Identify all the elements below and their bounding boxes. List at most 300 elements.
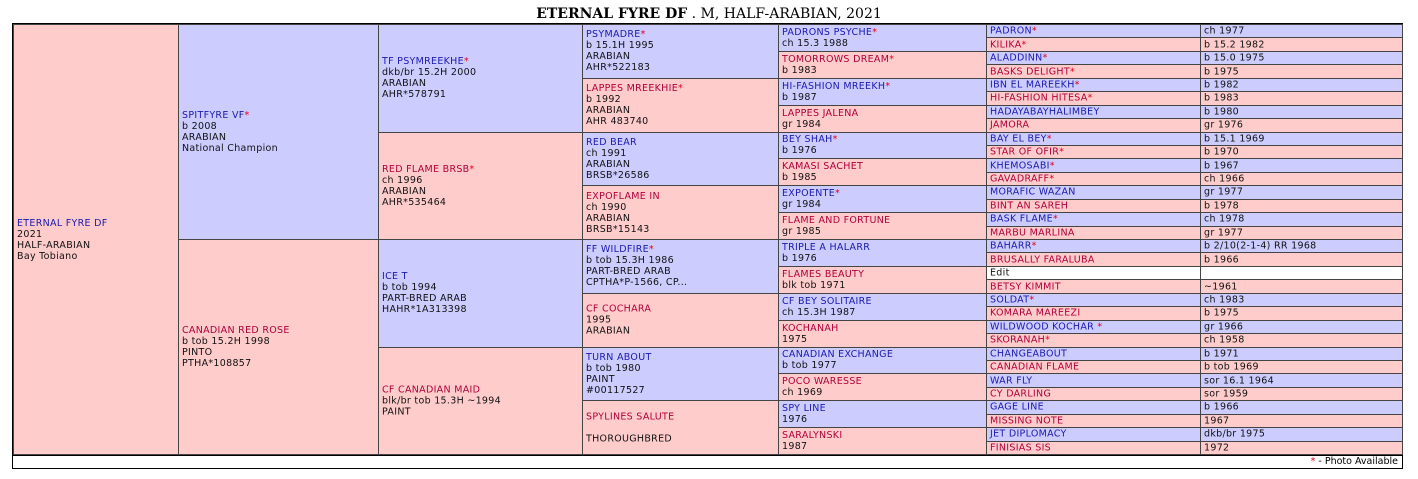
- horse-name-link[interactable]: GAVADRAFF*: [990, 173, 1055, 185]
- pedigree-cell-gen4: [582, 78, 779, 133]
- photo-star-icon: *: [1031, 25, 1037, 37]
- horse-summary: . M, HALF-ARABIAN, 2021: [687, 6, 882, 22]
- photo-star-icon: *: [1069, 66, 1076, 78]
- photo-legend: * - Photo Available: [1310, 456, 1398, 467]
- horse-entry: [990, 227, 1198, 238]
- horse-detail-line: ARABIAN: [586, 212, 631, 224]
- horse-detail-line: ARABIAN: [382, 78, 427, 90]
- horse-name-link[interactable]: POCO WARESSE: [782, 376, 862, 388]
- horse-detail-line: Bay Tobiano: [17, 250, 78, 262]
- pedigree-detail-cell: [1200, 293, 1403, 307]
- horse-detail-line: ch 15.3H 1987: [782, 306, 856, 318]
- horse-name-link[interactable]: HI-FASHION MREEKH*: [782, 80, 891, 92]
- horse-name-link[interactable]: BETSY KIMMIT: [990, 281, 1061, 293]
- horse-entry: [990, 402, 1198, 413]
- photo-star-icon: *: [832, 134, 838, 146]
- pedigree-detail-cell: [1200, 172, 1403, 186]
- pedigree-cell-gen4: [582, 293, 779, 348]
- horse-entry: [990, 39, 1198, 50]
- pedigree-detail-cell: [1200, 91, 1403, 105]
- horse-detail-line: b tob 1980: [586, 362, 641, 374]
- horse-detail-line: ch 1969: [782, 387, 823, 399]
- pedigree-cell-gen5: [778, 132, 987, 160]
- pedigree-cell-gen6: [986, 78, 1201, 92]
- horse-detail-line: ch 1996: [382, 174, 423, 186]
- horse-entry: [990, 106, 1198, 117]
- pedigree-detail-cell: [1200, 373, 1403, 387]
- pedigree-cell-gen6: [986, 252, 1201, 266]
- horse-detail-line: b tob 15.2H 1998: [182, 336, 270, 347]
- pedigree-detail-cell: [1200, 427, 1403, 441]
- horse-entry: [782, 134, 984, 156]
- horse-detail-line: b 1983: [1204, 92, 1240, 104]
- pedigree-cell-gen4: [582, 400, 779, 455]
- horse-detail-line: 1976: [782, 414, 808, 426]
- photo-star-icon: *: [1049, 160, 1055, 172]
- pedigree-cell-gen3: [378, 239, 583, 348]
- pedigree-detail-cell: [1200, 105, 1403, 119]
- horse-detail-line: AHR*522183: [586, 62, 651, 74]
- photo-star-icon: *: [1046, 133, 1052, 145]
- pedigree-cell-gen6: [986, 266, 1201, 280]
- horse-name-link[interactable]: CANADIAN FLAME: [990, 361, 1080, 373]
- horse-entry: [990, 93, 1198, 104]
- horse-detail-line: b 1966: [1204, 254, 1240, 266]
- pedigree-cell-gen6: [986, 64, 1201, 78]
- horse-entry: [990, 120, 1198, 131]
- horse-detail-line: 1987: [782, 441, 808, 453]
- photo-star-icon: *: [244, 110, 250, 121]
- horse-detail-line: b 2008: [182, 121, 218, 132]
- horse-detail-line: National Champion: [182, 143, 278, 154]
- photo-star-icon: *: [678, 83, 684, 95]
- horse-detail-line: HAHR*1A313398: [382, 304, 467, 316]
- pedigree-cell-gen6: [986, 51, 1201, 65]
- photo-star-icon: *: [1310, 456, 1316, 467]
- horse-detail-line: ch 1991: [586, 147, 627, 159]
- photo-star-icon: *: [463, 56, 469, 68]
- horse-detail-line: #00117527: [586, 384, 646, 396]
- horse-entry: [782, 54, 984, 76]
- horse-name-link[interactable]: KOMARA MAREEZI: [990, 307, 1081, 319]
- horse-detail-line: b 1985: [782, 172, 818, 184]
- horse-name-link[interactable]: LAPPES MREEKHIE*: [586, 83, 684, 95]
- horse-name-link[interactable]: JAMORA: [990, 119, 1030, 131]
- horse-detail-line: 1972: [1204, 442, 1230, 454]
- horse-name-link[interactable]: BINT AN SAREH: [990, 200, 1069, 212]
- horse-detail-line: BRSB*15143: [586, 223, 650, 235]
- pedigree-cell-gen1: [13, 24, 179, 455]
- horse-detail-line: b 15.1H 1995: [586, 40, 655, 52]
- pedigree-cell-gen6: [986, 37, 1201, 51]
- horse-entry: [782, 296, 984, 318]
- pedigree-cell-gen3: [378, 132, 583, 241]
- horse-name-link[interactable]: CF COCHARA: [586, 303, 652, 315]
- horse-detail-line: ch 15.3 1988: [782, 37, 849, 49]
- horse-entry: [990, 241, 1198, 252]
- horse-detail-line: ARABIAN: [586, 51, 631, 63]
- horse-detail-line: gr 1985: [782, 226, 822, 238]
- horse-detail-line: ch 1977: [1204, 25, 1245, 37]
- horse-name-link[interactable]: CANADIAN RED ROSE: [182, 325, 290, 336]
- horse-name-link[interactable]: TF PSYMREEKHE*: [382, 56, 469, 68]
- horse-detail-line: blk tob 1971: [782, 279, 846, 291]
- pedigree-cell-gen6: [986, 306, 1201, 320]
- horse-detail-line: ch 1958: [1204, 334, 1245, 346]
- horse-detail-line: ~1961: [1204, 281, 1238, 293]
- photo-star-icon: *: [1021, 39, 1027, 51]
- horse-detail-line: b 15.0 1975: [1204, 52, 1265, 64]
- pedigree-cell-gen5: [778, 105, 987, 133]
- horse-name-link[interactable]: CANADIAN EXCHANGE: [782, 349, 894, 361]
- horse-detail-line: sor 16.1 1964: [1204, 375, 1274, 387]
- horse-entry: [990, 268, 1198, 279]
- horse-name-link[interactable]: RED BEAR: [586, 136, 637, 148]
- pedigree-cell-gen6: [986, 212, 1201, 226]
- horse-detail-line: gr 1976: [1204, 119, 1244, 131]
- horse-entry: [990, 187, 1198, 198]
- horse-entry: [782, 108, 984, 130]
- pedigree-detail-cell: [1200, 51, 1403, 65]
- horse-name-link[interactable]: JET DIPLOMACY: [990, 428, 1067, 440]
- pedigree-cell-gen6: [986, 158, 1201, 172]
- pedigree-cell-gen6: [986, 360, 1201, 374]
- horse-entry: [586, 83, 776, 127]
- horse-name-link[interactable]: KHEMOSABI*: [990, 160, 1055, 172]
- horse-name-link[interactable]: ALADDINN*: [990, 52, 1048, 64]
- horse-detail-line: b 1975: [1204, 66, 1240, 78]
- horse-name-link[interactable]: CY DARLING: [990, 388, 1052, 400]
- photo-star-icon: *: [648, 244, 654, 256]
- horse-entry: [990, 308, 1198, 319]
- horse-detail-line: PAINT: [382, 406, 411, 418]
- pedigree-cell-gen5: [778, 400, 987, 428]
- horse-entry: [782, 161, 984, 183]
- horse-entry: [782, 81, 984, 103]
- horse-detail-line: b 15.1 1969: [1204, 133, 1265, 145]
- pedigree-cell-gen6: [986, 373, 1201, 387]
- pedigree-detail-cell: [1200, 279, 1403, 293]
- horse-detail-line: HALF-ARABIAN: [17, 239, 91, 251]
- pedigree-cell-gen5: [778, 266, 987, 294]
- horse-detail-line: blk/br tob 15.3H ~1994: [382, 395, 501, 407]
- horse-entry: [586, 137, 776, 181]
- pedigree-chart: [12, 23, 1403, 455]
- horse-detail-line: gr 1984: [782, 199, 822, 211]
- pedigree-cell-gen6: [986, 105, 1201, 119]
- photo-star-icon: *: [1029, 294, 1035, 306]
- horse-name-link[interactable]: FLAME AND FORTUNE: [782, 215, 891, 227]
- horse-name-link[interactable]: CHANGEABOUT: [990, 348, 1068, 360]
- horse-name-link[interactable]: STAR OF OFIR*: [990, 146, 1065, 158]
- horse-name-link[interactable]: GAGE LINE: [990, 401, 1044, 413]
- pedigree-cell-gen6: [986, 387, 1201, 401]
- horse-name-link[interactable]: SKORANAH*: [990, 334, 1051, 346]
- horse-detail-line: ch 1966: [1204, 173, 1245, 185]
- horse-name-link[interactable]: PADRONS PSYCHE*: [782, 26, 878, 38]
- pedigree-cell-gen5: [778, 293, 987, 321]
- horse-entry: [382, 164, 580, 208]
- horse-detail-line: b 1970: [1204, 146, 1240, 158]
- horse-detail-line: dkb/br 15.2H 2000: [382, 67, 477, 79]
- pedigree-detail-cell: [1200, 360, 1403, 374]
- pedigree-cell-gen5: [778, 212, 987, 240]
- pedigree-cell-gen6: [986, 414, 1201, 428]
- horse-detail-line: PART-BRED ARAB: [382, 293, 467, 305]
- pedigree-detail-cell: [1200, 320, 1403, 334]
- pedigree-cell-gen6: [986, 347, 1201, 361]
- horse-detail-line: b 1983: [782, 64, 818, 76]
- horse-name-link[interactable]: HI-FASHION HITESA*: [990, 92, 1093, 104]
- horse-detail-line: b tob 1994: [382, 282, 437, 294]
- pedigree-cell-gen5: [778, 51, 987, 79]
- pedigree-cell-gen6: [986, 400, 1201, 414]
- pedigree-cell-gen4: [582, 24, 779, 79]
- horse-name-link[interactable]: BAY EL BEY*: [990, 133, 1052, 145]
- pedigree-cell-gen5: [778, 158, 987, 186]
- pedigree-detail-cell: [1200, 199, 1403, 213]
- photo-star-icon: *: [1074, 79, 1080, 91]
- pedigree-cell-gen5: [778, 185, 987, 213]
- horse-entry: [586, 304, 776, 337]
- pedigree-detail-cell: [1200, 252, 1403, 266]
- horse-entry: [990, 389, 1198, 400]
- pedigree-cell-gen6: [986, 145, 1201, 159]
- horse-entry: [586, 411, 776, 444]
- horse-name-link[interactable]: TRIPLE A HALARR: [782, 241, 871, 253]
- horse-detail-line: b tob 15.3H 1986: [586, 255, 674, 267]
- horse-entry: [990, 133, 1198, 144]
- horse-name-link[interactable]: SOLDAT*: [990, 294, 1035, 306]
- pedigree-detail-cell: [1200, 414, 1403, 428]
- pedigree-cell-gen6: [986, 239, 1201, 253]
- horse-detail-line: AHR*535464: [382, 196, 447, 208]
- horse-entry: [990, 375, 1198, 386]
- pedigree-detail-cell: [1200, 185, 1403, 199]
- horse-name-link[interactable]: ICE T: [382, 271, 408, 283]
- horse-detail-line: PAINT: [586, 373, 615, 385]
- horse-name-link[interactable]: LAPPES JALENA: [782, 107, 859, 119]
- horse-name-link[interactable]: FINISIAS SIS: [990, 442, 1052, 454]
- horse-name-link[interactable]: BAHARR*: [990, 240, 1037, 252]
- horse-detail-line: b 1975: [1204, 307, 1240, 319]
- horse-detail-line: sor 1959: [1204, 388, 1249, 400]
- pedigree-detail-cell: [1200, 387, 1403, 401]
- horse-name-link[interactable]: HADAYABAYHALIMBEY: [990, 106, 1100, 118]
- pedigree-cell-gen6: [986, 320, 1201, 334]
- pedigree-cell-gen3: [378, 24, 583, 133]
- horse-name-link[interactable]: EXPOENTE*: [782, 188, 841, 200]
- horse-detail-line: b 1982: [1204, 79, 1240, 91]
- horse-entry: [782, 215, 984, 237]
- horse-name-link[interactable]: KOCHANAH: [782, 322, 839, 334]
- pedigree-detail-cell: [1200, 145, 1403, 159]
- horse-name-link[interactable]: RED FLAME BRSB*: [382, 163, 475, 175]
- horse-detail-line: ARABIAN: [382, 185, 427, 197]
- horse-name-link[interactable]: IBN EL MAREEKH*: [990, 79, 1080, 91]
- pedigree-cell-gen4: [582, 132, 779, 187]
- horse-entry: [782, 430, 984, 452]
- horse-name-link[interactable]: BRUSALLY FARALUBA: [990, 254, 1095, 266]
- horse-entry: [586, 29, 776, 73]
- horse-detail-line: b 1976: [782, 252, 818, 264]
- horse-name-link[interactable]: MORAFIC WAZAN: [990, 186, 1076, 198]
- horse-name-link[interactable]: KILIKA*: [990, 39, 1027, 51]
- horse-entry: [990, 335, 1198, 346]
- pedigree-detail-cell: [1200, 347, 1403, 361]
- pedigree-cell-gen3: [378, 347, 583, 456]
- horse-entry: [586, 244, 776, 288]
- photo-star-icon: *: [1042, 52, 1048, 64]
- pedigree-cell-gen2: [178, 239, 379, 455]
- pedigree-detail-cell: [1200, 333, 1403, 347]
- horse-name-link[interactable]: KAMASI SACHET: [782, 161, 864, 173]
- horse-name-link[interactable]: BASKS DELIGHT*: [990, 66, 1076, 78]
- pedigree-cell-gen6: [986, 226, 1201, 240]
- horse-name-link[interactable]: FLAMES BEAUTY: [782, 268, 865, 280]
- horse-entry: [990, 294, 1198, 305]
- pedigree-cell-gen5: [778, 320, 987, 348]
- horse-detail-line: gr 1977: [1204, 227, 1244, 239]
- horse-name-link[interactable]: WILDWOOD KOCHAR *: [990, 321, 1103, 333]
- pedigree-cell-gen5: [778, 347, 987, 375]
- horse-detail-line: PINTO: [182, 347, 213, 358]
- horse-name-link[interactable]: MARBU MARLINA: [990, 227, 1075, 239]
- horse-entry: [990, 160, 1198, 171]
- horse-detail-line: 2021: [17, 228, 43, 240]
- horse-detail-line: PART-BRED ARAB: [586, 266, 671, 278]
- pedigree-detail-cell: [1200, 37, 1403, 51]
- horse-name-link[interactable]: PADRON*: [990, 25, 1037, 37]
- horse-detail-line: ch 1990: [586, 201, 627, 213]
- horse-name-link[interactable]: BEY SHAH*: [782, 134, 838, 146]
- pedigree-cell-gen6: [986, 118, 1201, 132]
- horse-name-link[interactable]: WAR FLY: [990, 375, 1033, 387]
- horse-detail-line: ARABIAN: [182, 132, 227, 143]
- horse-detail-line: THOROUGHBRED: [586, 433, 672, 445]
- pedigree-cell-gen5: [778, 427, 987, 455]
- horse-entry: [782, 27, 984, 49]
- pedigree-cell-gen6: [986, 427, 1201, 441]
- pedigree-cell-gen4: [582, 185, 779, 240]
- horse-entry: [782, 376, 984, 398]
- pedigree-cell-gen6: [986, 24, 1201, 38]
- pedigree-detail-cell: [1200, 212, 1403, 226]
- pedigree-detail-cell: [1200, 239, 1403, 253]
- pedigree-detail-cell: [1200, 226, 1403, 240]
- horse-detail-line: 1975: [782, 333, 808, 345]
- horse-entry: [990, 429, 1198, 440]
- pedigree-cell-gen6: [986, 172, 1201, 186]
- horse-name-link[interactable]: TURN ABOUT: [586, 351, 652, 363]
- horse-detail-line: b tob 1977: [782, 360, 837, 372]
- horse-entry: [990, 174, 1198, 185]
- horse-name-link[interactable]: CF BEY SOLITAIRE: [782, 295, 872, 307]
- horse-name-link[interactable]: CF CANADIAN MAID: [382, 384, 481, 396]
- pedigree-cell-gen5: [778, 239, 987, 267]
- horse-name-link[interactable]: SPITFYRE VF*: [182, 110, 250, 121]
- horse-detail-line: b 1987: [782, 91, 818, 103]
- horse-name-link[interactable]: SPYLINES SALUTE: [586, 411, 675, 423]
- photo-star-icon: *: [1097, 321, 1103, 333]
- horse-detail-line: gr 1977: [1204, 186, 1244, 198]
- horse-entry: [382, 56, 580, 100]
- pedigree-cell-gen6: [986, 333, 1201, 347]
- horse-detail-line: b 15.2 1982: [1204, 39, 1265, 51]
- photo-star-icon: *: [835, 188, 841, 200]
- horse-detail-line: CPTHA*P-1566, CP...: [586, 277, 688, 289]
- horse-detail-line: b 1967: [1204, 160, 1240, 172]
- horse-entry: [782, 323, 984, 345]
- horse-name-link[interactable]: PSYMADRE*: [586, 29, 646, 41]
- pedigree-detail-cell: [1200, 266, 1403, 280]
- horse-entry: [990, 200, 1198, 211]
- horse-detail-line: 1995: [586, 314, 612, 326]
- horse-name-link[interactable]: BASK FLAME*: [990, 213, 1059, 225]
- horse-entry: [182, 110, 376, 154]
- horse-entry: [990, 214, 1198, 225]
- photo-star-icon: *: [1045, 334, 1051, 346]
- horse-entry: [382, 384, 580, 417]
- horse-detail-line: ARABIAN: [586, 105, 631, 117]
- horse-entry: [586, 191, 776, 235]
- pedigree-cell-gen6: [986, 185, 1201, 199]
- horse-detail-line: BRSB*26586: [586, 169, 650, 181]
- pedigree-cell-gen2: [178, 24, 379, 240]
- horse-detail-line: b tob 1969: [1204, 361, 1259, 373]
- pedigree-cell-gen4: [582, 239, 779, 294]
- pedigree-cell-gen5: [778, 78, 987, 106]
- horse-entry: [990, 415, 1198, 426]
- horse-entry: [990, 26, 1198, 37]
- horse-name-link[interactable]: FF WILDFIRE*: [586, 244, 654, 256]
- horse-entry: [990, 254, 1198, 265]
- horse-entry: [782, 188, 984, 210]
- pedigree-detail-cell: [1200, 158, 1403, 172]
- photo-star-icon: *: [640, 29, 646, 41]
- horse-name-link[interactable]: SPY LINE: [782, 403, 826, 415]
- horse-entry: [990, 321, 1198, 332]
- horse-detail-line: ARABIAN: [586, 158, 631, 170]
- horse-name-link[interactable]: MISSING NOTE: [990, 415, 1064, 427]
- horse-name-link[interactable]: TOMORROWS DREAM*: [782, 53, 895, 65]
- horse-entry: [990, 79, 1198, 90]
- photo-star-icon: *: [1059, 146, 1065, 158]
- pedigree-detail-cell: [1200, 132, 1403, 146]
- edit-link[interactable]: Edit: [990, 267, 1010, 279]
- horse-detail-line: b 1976: [782, 145, 818, 157]
- horse-entry: [990, 66, 1198, 77]
- horse-name-link[interactable]: ETERNAL FYRE DF: [17, 217, 108, 229]
- photo-star-icon: *: [1052, 213, 1059, 225]
- horse-detail-line: ch 1978: [1204, 213, 1245, 225]
- horse-name: ETERNAL FYRE DF: [536, 6, 688, 22]
- horse-name-link[interactable]: SARALYNSKI: [782, 430, 843, 442]
- horse-detail-line: PTHA*108857: [182, 358, 252, 369]
- photo-star-icon: *: [1031, 240, 1037, 252]
- horse-entry: [990, 147, 1198, 158]
- horse-detail-line: b 1966: [1204, 401, 1240, 413]
- horse-name-link[interactable]: EXPOFLAME IN: [586, 190, 660, 202]
- pedigree-detail-cell: [1200, 64, 1403, 78]
- horse-entry: [782, 349, 984, 371]
- photo-star-icon: *: [1087, 92, 1093, 104]
- pedigree-detail-cell: [1200, 306, 1403, 320]
- horse-entry: [782, 403, 984, 425]
- horse-entry: [990, 281, 1198, 292]
- horse-entry: [990, 362, 1198, 373]
- horse-detail-line: b 1980: [1204, 106, 1240, 118]
